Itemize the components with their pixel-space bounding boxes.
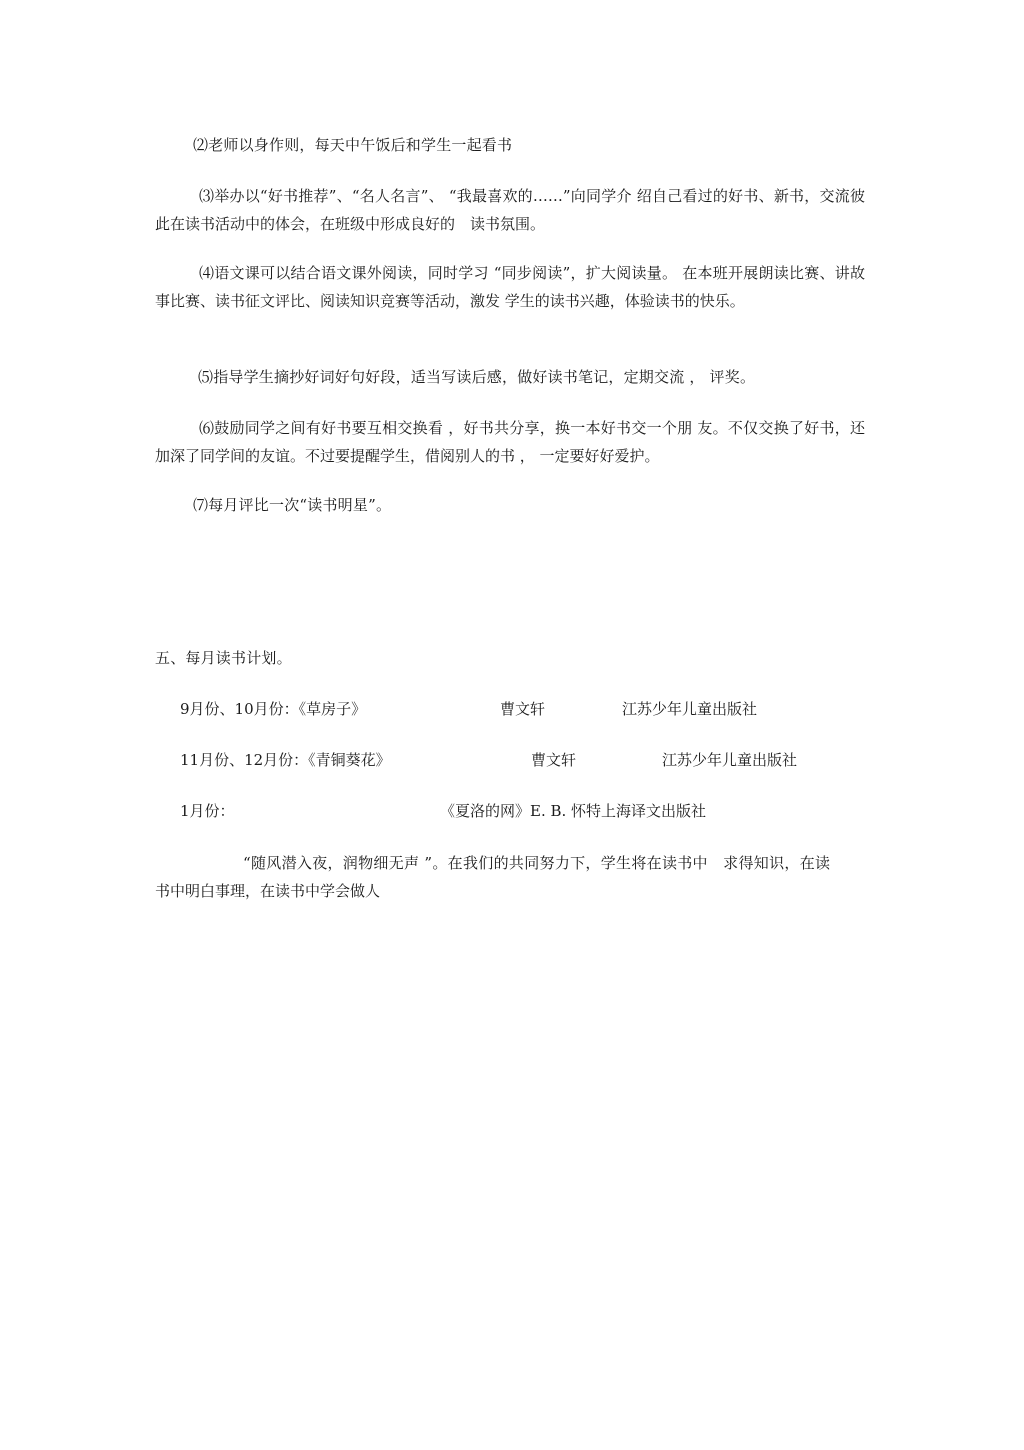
plan-row-1-month: 9月份、10月份：《草房子》 [180, 700, 367, 718]
item-2: ⑵老师以身作则，每天中午饭后和学生一起看书 [193, 136, 513, 154]
item-3: ⑶举办以“好书推荐”、“名人名言”、 “我最喜欢的……”向同学介 绍自己看过的好书、新书，交流彼此在读书活动中的体会，在班级中形成良好的 读书氛围。 [155, 187, 865, 233]
plan-row-1-author: 曹文轩 [500, 700, 546, 718]
plan-row-3-details: 《夏洛的网》E. B. 怀特上海译文出版社 [440, 802, 707, 820]
plan-row-2-author: 曹文轩 [531, 751, 577, 769]
item-5: ⑸指导学生摘抄好词好句好段，适当写读后感，做好读书笔记，定期交流 ， 评奖。 [198, 368, 756, 386]
plan-row-3-month: 1月份： [180, 802, 235, 820]
item-7: ⑺每月评比一次“读书明星”。 [193, 496, 392, 514]
section-5-heading: 五、每月读书计划。 [155, 649, 292, 667]
plan-row-2-month: 11月份、12月份：《青铜葵花》 [180, 751, 391, 769]
plan-row-1-publisher: 江苏少年儿童出版社 [622, 700, 758, 718]
item-6: ⑹鼓励同学之间有好书要互相交换看 ，好书共分享，换一本好书交一个朋 友。不仅交换了好书，还加深了同学间的友谊。不过要提醒学生，借阅别人的书 ， 一定要好好爱护。 [155, 419, 865, 465]
item-4: ⑷语文课可以结合语文课外阅读，同时学习 “同步阅读”，扩大阅读量。 在本班开展朗读比赛、讲故事比赛、读书征文评比、阅读知识竞赛等活动，激发 学生的读书兴趣，体验读书的快乐。 [155, 264, 865, 310]
plan-row-2-publisher: 江苏少年儿童出版社 [662, 751, 798, 769]
closing-paragraph: “随风潜入夜，润物细无声 ”。在我们的共同努力下，学生将在读书中 求得知识，在读书中明白事理，在读书中学会做人 [155, 854, 830, 900]
